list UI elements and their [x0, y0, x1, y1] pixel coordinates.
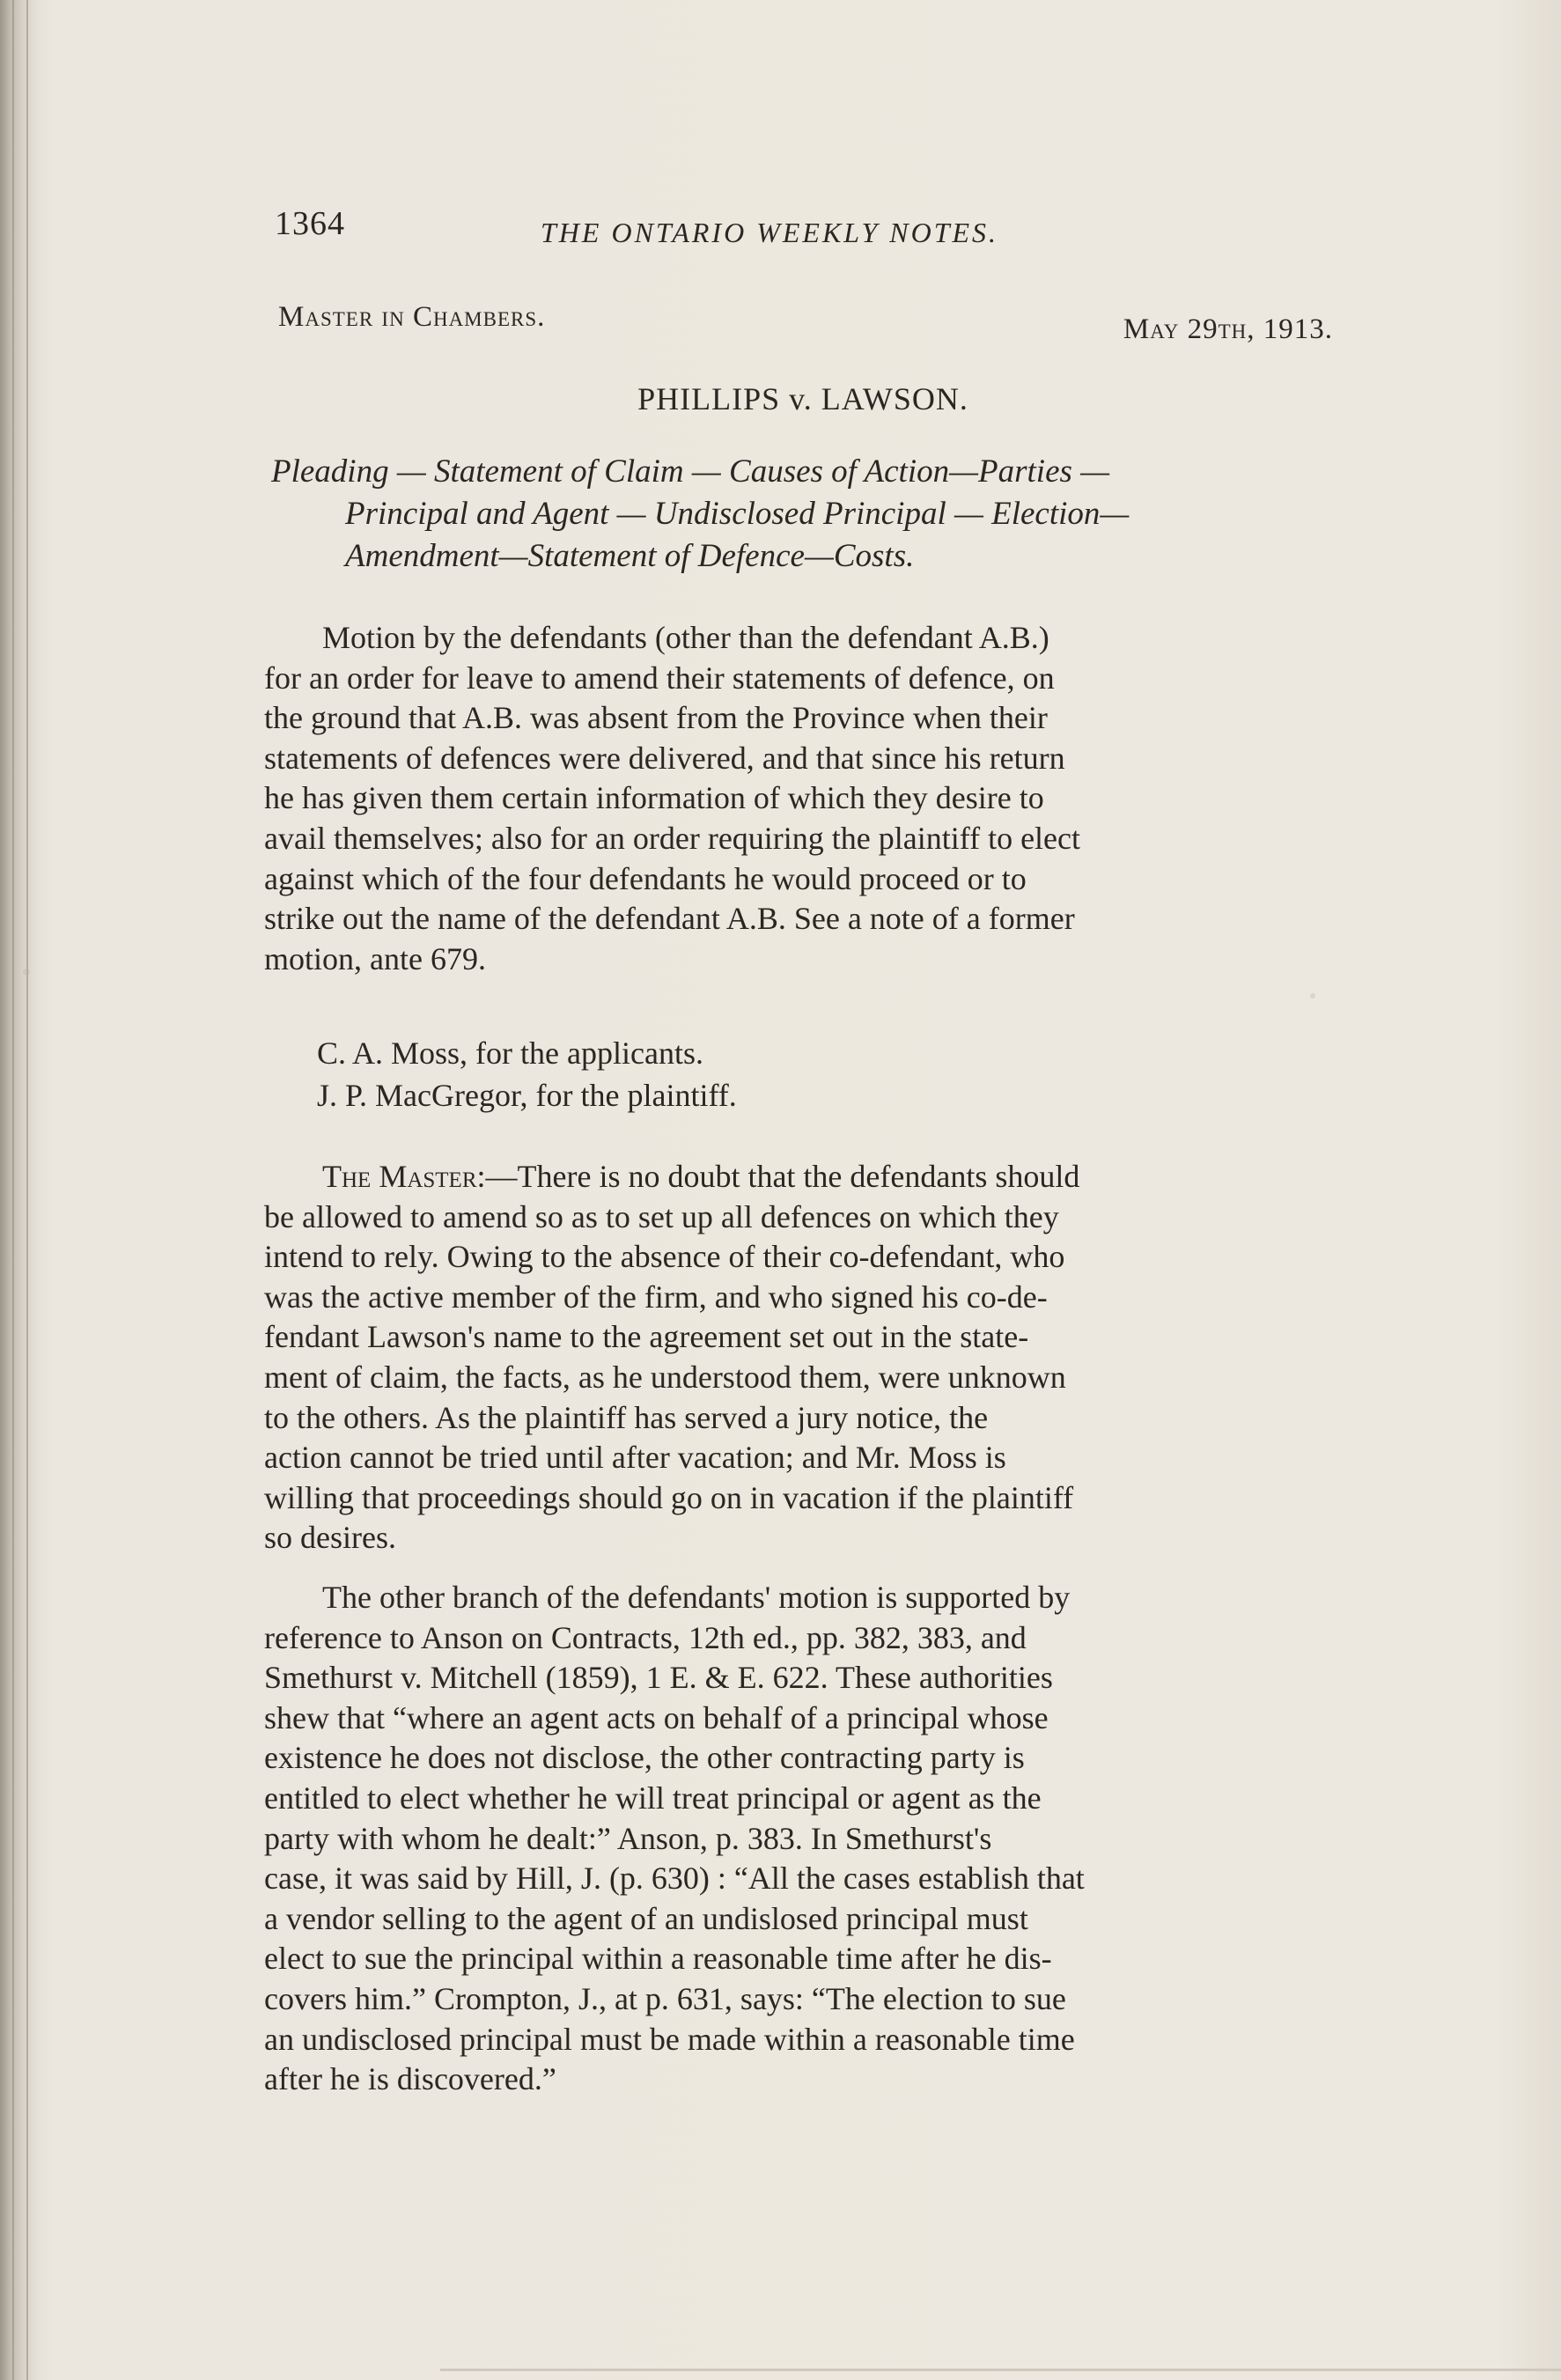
page-number: 1364 [275, 205, 345, 242]
case-title: PHILLIPS v. LAWSON. [637, 381, 968, 416]
text-line: strike out the name of the defendant A.B. See a note of a former [264, 901, 1075, 937]
text-line: intend to rely. Owing to the absence of their co-defendant, who [264, 1239, 1065, 1275]
book-spine-shadow [0, 0, 39, 2380]
paper-speck [23, 969, 30, 976]
text-line: willing that proceedings should go on in vacation if the plaintiff [264, 1479, 1074, 1515]
text-line: Smethurst v. Mitchell (1859), 1 E. & E. 622. These authorities [264, 1660, 1053, 1696]
headnote-line: Principal and Agent — Undisclosed Principal — Election— [345, 496, 1130, 532]
text-line: fendant Lawson's name to the agreement set out in the state- [264, 1319, 1029, 1355]
page-header [275, 204, 1331, 257]
text-line: party with whom he dealt:” Anson, p. 383. In Smethurst's [264, 1820, 992, 1856]
counsel-appearances [317, 1032, 737, 1116]
text-line: shew that “where an agent acts on behalf of a principal whose [264, 1699, 1049, 1735]
page-bottom-edge [440, 2369, 1561, 2371]
text-line: to the others. As the plaintiff has served a jury notice, the [264, 1399, 989, 1435]
text-line [264, 1157, 1329, 1197]
text-line: was the active member of the firm, and who signed his co-de- [264, 1278, 1048, 1315]
text-line: after he is discovered.” [264, 2061, 556, 2097]
speaker-label: The Master [322, 1159, 477, 1194]
text-line: reference to Anson on Contracts, 12th ed., pp. 382, 383, and [264, 1619, 1027, 1655]
spine-fold-line [12, 0, 14, 2380]
text-line: elect to sue the principal within a reasonable time after he dis- [264, 1941, 1052, 1977]
text-line: entitled to elect whether he will treat principal or agent as the [264, 1779, 1042, 1816]
decision-date: May 29th, 1913. [1123, 313, 1333, 345]
counsel-line: C. A. Moss, for the applicants. [317, 1035, 703, 1071]
text-line: the ground that A.B. was absent from the Province when their [264, 700, 1048, 736]
text-line: covers him.” Crompton, J., at p. 631, says: “The election to sue [264, 1980, 1066, 2016]
text-line: ment of claim, the facts, as he understood them, were unknown [264, 1359, 1066, 1395]
counsel-line: J. P. MacGregor, for the plaintiff. [317, 1078, 737, 1113]
headnote [271, 451, 1328, 578]
text-line: case, it was said by Hill, J. (p. 630) : “All the cases establish that [264, 1861, 1085, 1897]
text-line: existence he does not disclose, the other contracting party is [264, 1740, 1025, 1776]
text-line: The other branch of the defendants' motion is supported by [322, 1580, 1071, 1615]
text-line: for an order for leave to amend their statements of defence, on [264, 659, 1055, 696]
headnote-line: Amendment—Statement of Defence—Costs. [345, 538, 915, 574]
motion-paragraph [264, 618, 1329, 979]
text-line: a vendor selling to the agent of an undislosed principal must [264, 1900, 1028, 1936]
text-line: be allowed to amend so as to set up all defences on which they [264, 1198, 1059, 1234]
text-line: avail themselves; also for an order requiring the plaintiff to elect [264, 820, 1081, 856]
court-name: Master in Chambers. [278, 301, 546, 333]
text-line: statements of defences were delivered, and that since his return [264, 740, 1065, 776]
headnote-line: Pleading — Statement of Claim — Causes of Action—Parties — [271, 453, 1110, 490]
text-line: an undisclosed principal must be made within a reasonable time [264, 2021, 1075, 2057]
running-head: THE ONTARIO WEEKLY NOTES. [541, 217, 999, 248]
text-line: Motion by the defendants (other than the defendant A.B.) [322, 620, 1049, 655]
paper-speck [1310, 993, 1315, 998]
text-line: he has given them certain information of which they desire to [264, 780, 1044, 816]
second-branch-paragraph [264, 1578, 1329, 2100]
text-line: so desires. [264, 1520, 396, 1556]
judgment-paragraph [264, 1157, 1329, 1558]
text-line: action cannot be tried until after vacation; and Mr. Moss is [264, 1440, 1006, 1476]
spine-fold-line [26, 0, 28, 2380]
text-line: against which of the four defendants he would proceed or to [264, 860, 1027, 896]
text-line: motion, ante 679. [264, 940, 486, 976]
text-fragment: :—There is no doubt that the defendants should [476, 1159, 1080, 1194]
court-line [275, 301, 1331, 345]
